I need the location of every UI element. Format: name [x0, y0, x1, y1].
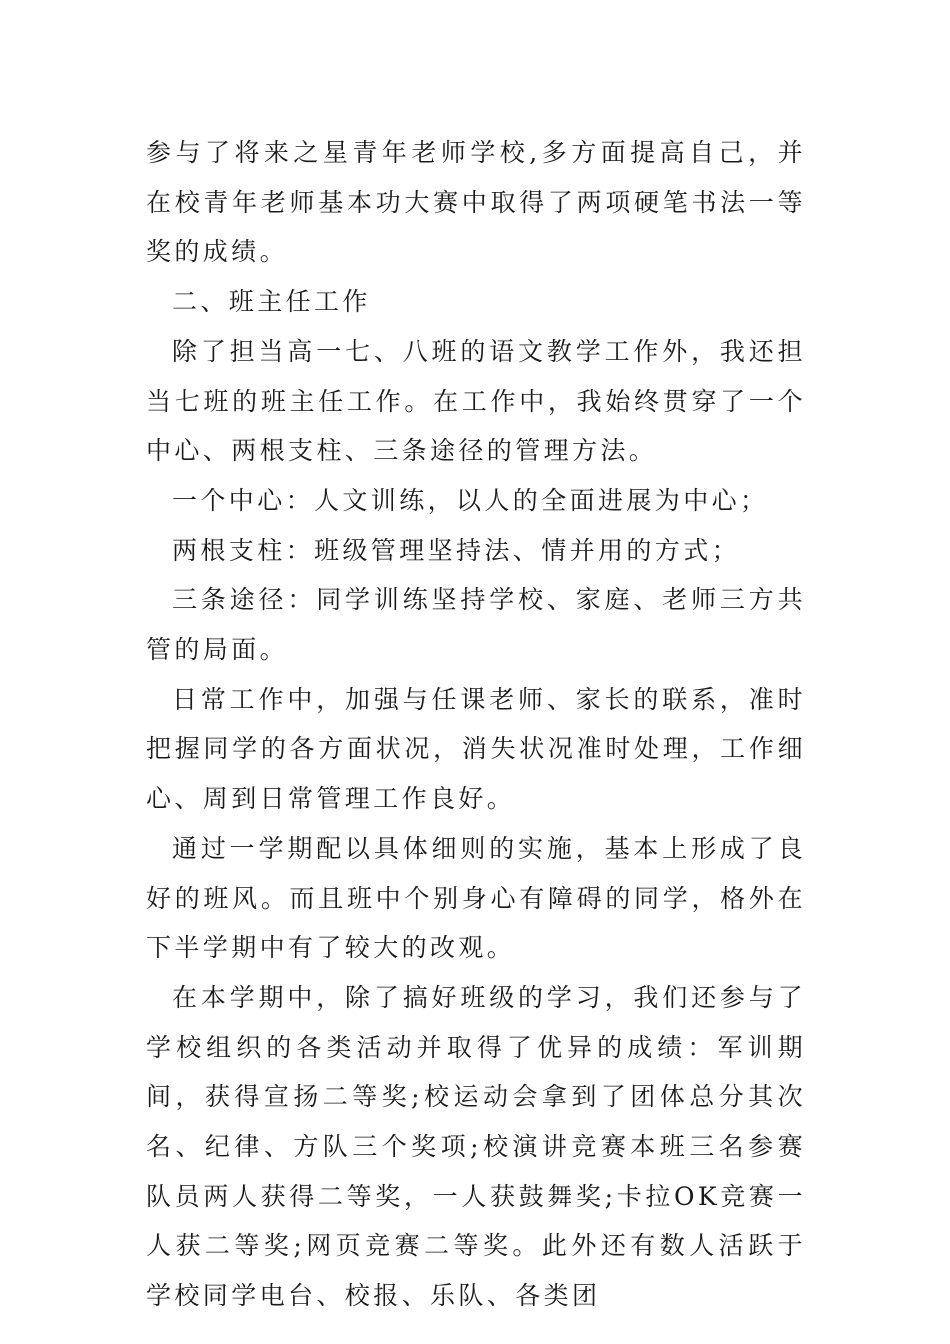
paragraph-class-teacher-intro: 除了担当高一七、八班的语文教学工作外，我还担当七班的班主任工作。在工作中，我始终贯穿了一个中心、两根支柱、三条途径的管理方法。 [146, 336, 806, 466]
paragraph-continuation: 参与了将来之星青年老师学校,多方面提高自己，并在校青年老师基本功大赛中取得了两项硬笔书法一等奖的成绩。 [146, 138, 806, 267]
paragraph-class-style: 通过一学期配以具体细则的实施，基本上形成了良好的班风。而且班中个别身心有障碍的同学，格外在下半学期中有了较大的改观。 [146, 833, 806, 963]
paragraph-two-pillars: 两根支柱：班级管理坚持法、情并用的方式； [172, 535, 741, 565]
paragraph-activities: 在本学期中，除了搞好班级的学习，我们还参与了学校组织的各类活动并取得了优异的成绩：军训期间，获得宣扬二等奖;校运动会拿到了团体总分其次名、纪律、方队三个奖项;校演讲竞赛本班三名参赛队员两人获得二等奖，一人获鼓舞奖;卡拉OK竞赛一人获二等奖;网页竞赛二等奖。此外还有数人活跃于学校同学电台、校报、乐队、各类团 [146, 982, 806, 1311]
document-body [146, 128, 806, 1321]
paragraph-one-center: 一个中心：人文训练，以人的全面进展为中心； [172, 485, 769, 515]
section-heading-class-teacher-work: 二、班主任工作 [172, 287, 371, 317]
paragraph-daily-work: 日常工作中，加强与任课老师、家长的联系，准时把握同学的各方面状况，消失状况准时处理，工作细心、周到日常管理工作良好。 [146, 684, 806, 814]
paragraph-three-paths: 三条途径：同学训练坚持学校、家庭、老师三方共管的局面。 [146, 585, 806, 665]
